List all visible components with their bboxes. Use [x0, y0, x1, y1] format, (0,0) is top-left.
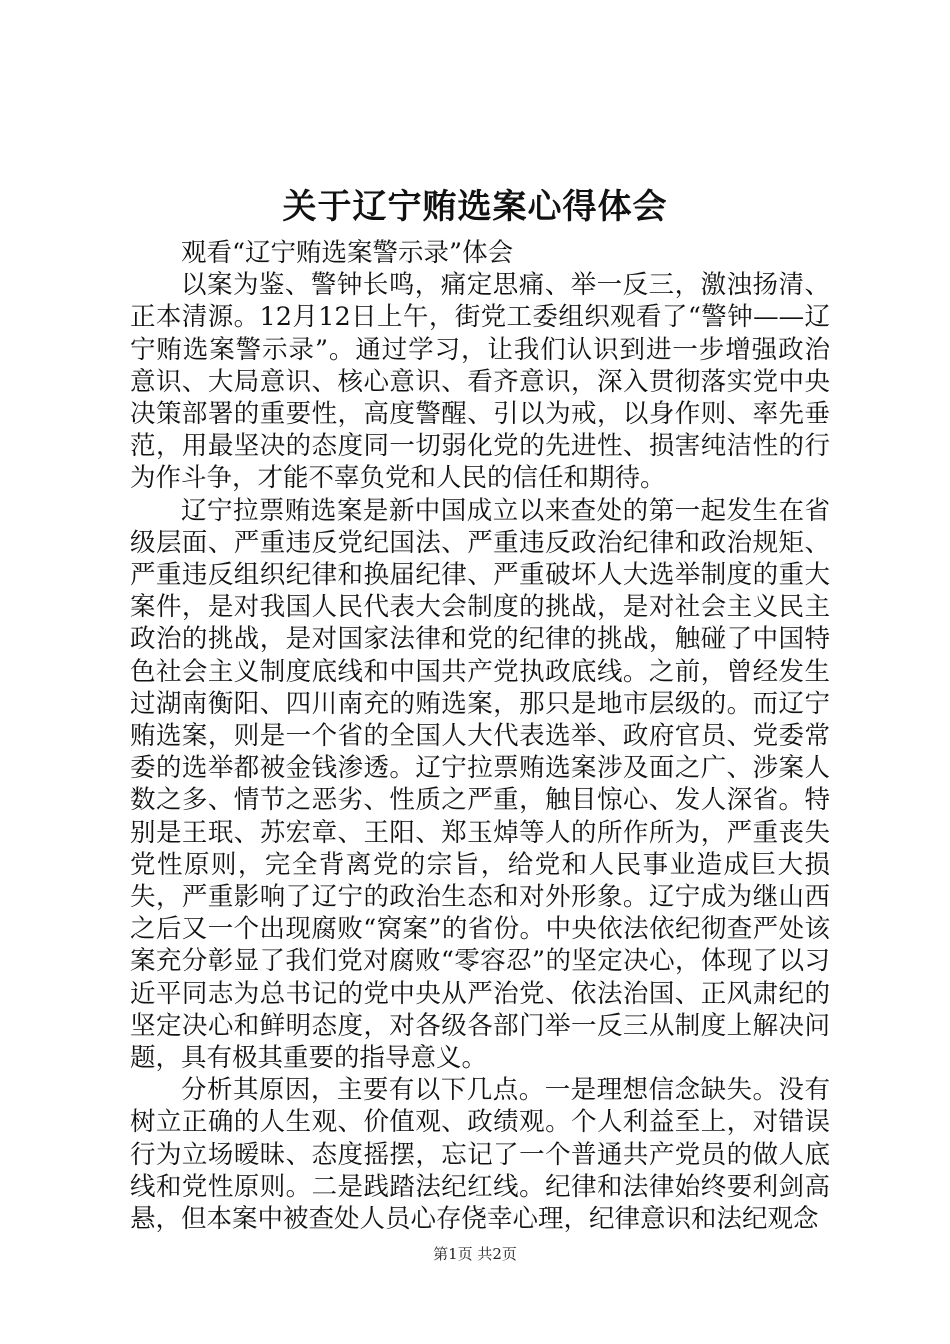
body-paragraph-3: 分析其原因，主要有以下几点。一是理想信念缺失。没有树立正确的人生观、价值观、政绩观。个人利益至上，对错误行为立场暧昧、态度摇摆，忘记了一个普通共产党员的做人底线和党性原则。二是践踏法纪红线。纪律和法律始终要利剑高悬，但本案中被查处人员心存侥幸心理，纪律意识和法纪观念 — [130, 1075, 830, 1235]
body-paragraph-2: 辽宁拉票贿选案是新中国成立以来查处的第一起发生在省级层面、严重违反党纪国法、严重违反政治纪律和政治规矩、严重违反组织纪律和换届纪律、严重破坏人大选举制度的重大案件，是对我国人民代表大会制度的挑战，是对社会主义民主政治的挑战，是对国家法律和党的纪律的挑战，触碰了中国特色社会主义制度底线和中国共产党执政底线。之前，曾经发生过湖南衡阳、四川南充的贿选案，那只是地市层级的。而辽宁贿选案，则是一个省的全国人大代表选举、政府官员、党委常委的选举都被金钱渗透。辽宁拉票贿选案涉及面之广、涉案人数之多、情节之恶劣、性质之严重，触目惊心、发人深省。特别是王珉、苏宏章、王阳、郑玉焯等人的所作所为，严重丧失党性原则，完全背离党的宗旨，给党和人民事业造成巨大损失，严重影响了辽宁的政治生态和对外形象。辽宁成为继山西之后又一个出现腐败“窝案”的省份。中央依法依纪彻查严处该案充分彰显了我们党对腐败“零容忍”的坚定决心，体现了以习近平同志为总书记的党中央从严治党、依法治国、正风肃纪的坚定决心和鲜明态度，对各级各部门举一反三从制度上解决问题，具有极其重要的指导意义。 — [130, 495, 830, 1074]
page-number-footer: 第1页 共2页 — [433, 1245, 517, 1263]
document-title: 关于辽宁贿选案心得体会 — [282, 187, 668, 227]
subtitle-paragraph: 观看“辽宁贿选案警示录”体会 — [181, 238, 514, 268]
document-body — [130, 237, 830, 1235]
body-paragraph-1: 以案为鉴、警钟长鸣，痛定思痛、举一反三，激浊扬清、正本清源。12月12日上午，街党工委组织观看了“警钟——辽宁贿选案警示录”。通过学习，让我们认识到进一步增强政治意识、大局意识、核心意识、看齐意识，深入贯彻落实党中央决策部署的重要性，高度警醒、引以为戒，以身作则、率先垂范，用最坚决的态度同一切弱化党的先进性、损害纯洁性的行为作斗争，才能不辜负党和人民的信任和期待。 — [130, 270, 830, 494]
